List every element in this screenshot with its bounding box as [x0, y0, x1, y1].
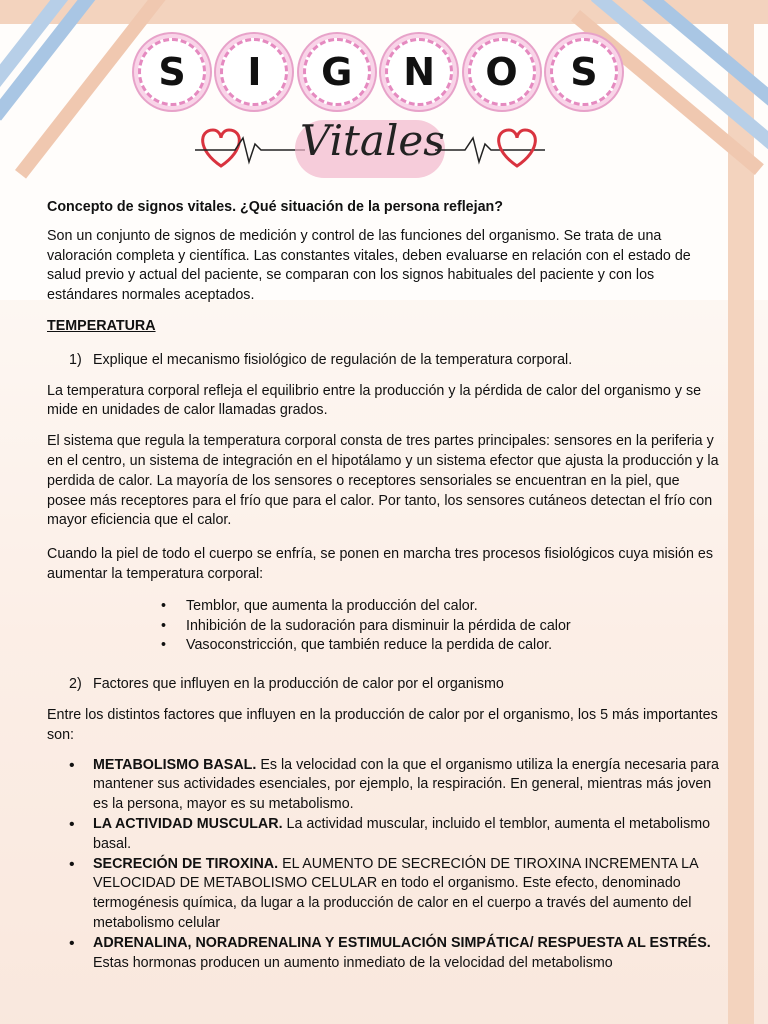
subtitle-vitales — [195, 112, 545, 182]
list-item: • Inhibición de la sudoración para disminuir la pérdida de calor — [161, 617, 719, 637]
factor-term: LA ACTIVIDAD MUSCULAR. — [93, 815, 283, 832]
question-text: Explique el mecanismo fisiológico de regulación de la temperatura corporal. — [93, 351, 573, 368]
question-text: Factores que influyen en la producción de calor por el organismo — [93, 676, 504, 693]
title-letter: S — [550, 38, 618, 106]
title-letter: G — [303, 38, 371, 106]
list-item: • Vasoconstricción, que también reduce la perdida de calor. — [161, 636, 719, 656]
factor-text: La actividad muscular, incluido el temblor, aumenta el metabolismo basal. — [93, 815, 711, 852]
factor-term: SECRECIÓN DE TIROXINA. — [93, 855, 279, 872]
list-item: • Temblor, que aumenta la producción del calor. — [161, 597, 719, 617]
title-signos — [138, 38, 618, 108]
heartbeat-left-icon — [195, 120, 305, 180]
intro-paragraph: Son un conjunto de signos de medición y control de las funciones del organismo. Se trata de una valoración completa y científica. Las constantes vitales, deben evaluarse en relación con el estado de salud previo y actual del paciente, se comparan con los signos habituales del paciente y con los estándares normales aceptados. — [47, 227, 691, 304]
section-heading-temperatura: TEMPERATURA — [47, 317, 156, 334]
list-item — [47, 855, 719, 934]
list-item — [47, 815, 719, 855]
factor-list — [47, 756, 719, 974]
question-2 — [69, 675, 719, 695]
factor-text: Es la velocidad con la que el organismo utiliza la energía necesaria para mantener sus actividades esenciales, por ejemplo, la respiración. En general, mientras más joven es la persona, mayor es su metabolismo. — [93, 756, 719, 813]
title-letter: O — [468, 38, 536, 106]
question-1 — [69, 351, 719, 371]
document-body — [47, 198, 719, 973]
paragraph: El sistema que regula la temperatura corporal consta de tres partes principales: sensores en la periferia y en el centro, un sistema de integración en el hipotálamo y un sistema efector que ajusta la producción y la perdida de calor. La mayoría de los sensores o receptores sensoriales se encuentran en la piel, que posee más receptores para el frío que para el calor. Por tanto, los sensores cutáneos detectan el frío con mayor eficiencia que el calor. — [47, 433, 719, 529]
factor-term: ADRENALINA, NORADRENALINA Y ESTIMULACIÓN SIMPÁTICA/ RESPUESTA AL ESTRÉS. — [93, 934, 711, 951]
title-letter: I — [220, 38, 288, 106]
factor-text: EL AUMENTO DE SECRECIÓN DE TIROXINA INCREMENTA LA VELOCIDAD DE METABOLISMO CELULAR en todo el organismo. Este efecto, denominado termogénesis química, da lugar a la producción de calor en el cuerpo a través del aumento del metabolismo celular — [93, 855, 698, 931]
question-number: 2) — [69, 676, 82, 693]
heartbeat-right-icon — [435, 120, 545, 180]
process-list — [161, 597, 719, 656]
intro-question: Concepto de signos vitales. ¿Qué situación de la persona reflejan? — [47, 199, 504, 215]
question-number: 1) — [69, 351, 82, 368]
factor-text: Estas hormonas producen un aumento inmediato de la velocidad del metabolismo — [93, 954, 613, 971]
list-item — [47, 934, 719, 974]
factor-term: METABOLISMO BASAL. — [93, 756, 257, 773]
title-letter: N — [385, 38, 453, 106]
paragraph: Entre los distintos factores que influyen en la producción de calor por el organismo, los 5 más importantes son: — [47, 706, 718, 743]
title-letter: S — [138, 38, 206, 106]
paragraph: La temperatura corporal refleja el equilibrio entre la producción y la pérdida de calor del organismo y se mide en unidades de calor llamadas grados. — [47, 382, 702, 419]
subtitle-text: Vitales — [300, 116, 445, 165]
paragraph: Cuando la piel de todo el cuerpo se enfría, se ponen en marcha tres procesos fisiológicos cuya misión es aumentar la temperatura corporal: — [47, 546, 713, 582]
list-item — [47, 756, 719, 815]
